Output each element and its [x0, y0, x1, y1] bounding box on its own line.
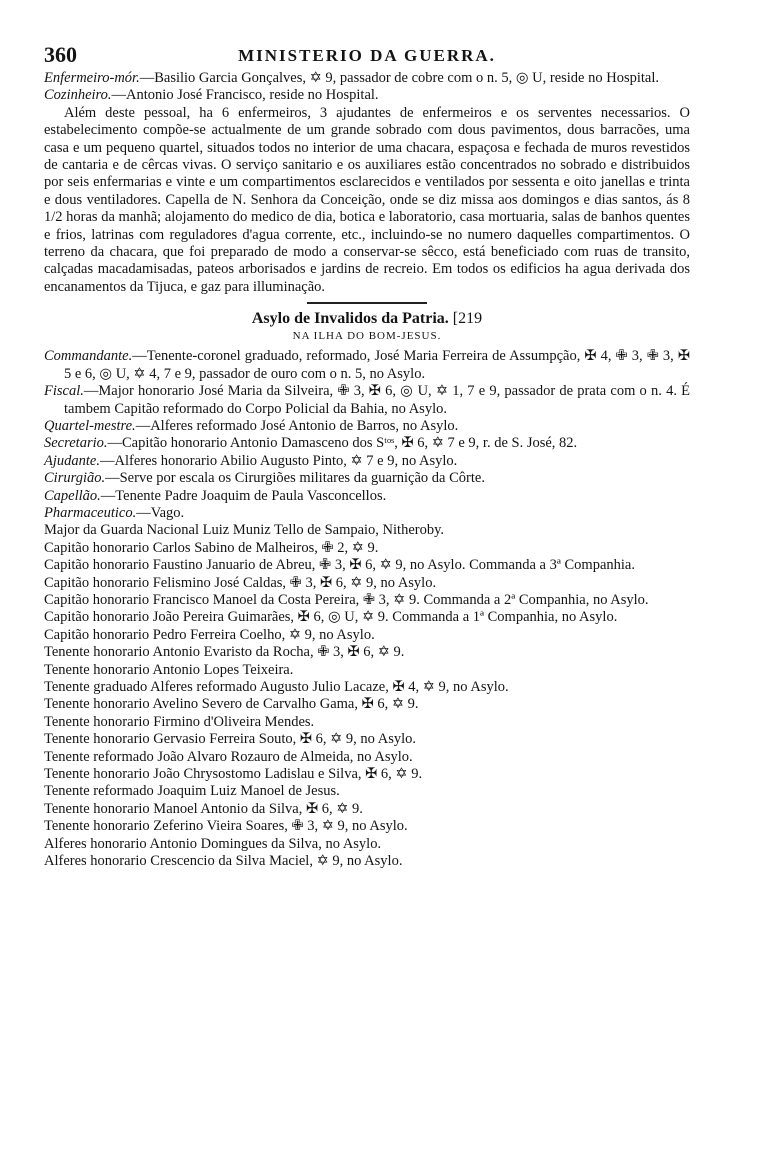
page-header	[44, 40, 690, 70]
document-page	[44, 40, 690, 870]
entry-text: —Tenente-coronel graduado, reformado, José Maria Ferreira de Assumpção, ✠ 4, ✙ 3, ✙ 3, ✠ 5 e 6, ◎ U, ✡ 4, 7 e 9, passador de ouro com o n. 5, no Asylo.	[64, 348, 690, 382]
entry-label: Ajudante.	[44, 452, 100, 469]
list-item: Alferes honorario Crescencio da Silva Maciel, ✡ 9, no Asylo.	[44, 853, 403, 870]
entry-label: Fiscal.	[44, 383, 84, 400]
section-subtitle: NA ILHA DO BOM-JESUS.	[292, 330, 442, 343]
entry-label: Commandante.	[44, 348, 133, 365]
list-item: Capitão honorario Felismino José Caldas, ✙ 3, ✠ 6, ✡ 9, no Asylo.	[44, 574, 437, 591]
running-title: MINISTERIO DA GUERRA.	[238, 46, 496, 65]
list-item: Alferes honorario Antonio Domingues da Silva, no Asylo.	[44, 835, 382, 852]
list-item: Tenente graduado Alferes reformado Augusto Julio Lacaze, ✠ 4, ✡ 9, no Asylo.	[44, 679, 509, 695]
entry-label: Quartel-mestre.	[44, 417, 136, 434]
entry-text: —Capitão honorario Antonio Damasceno dos Sᵗᵒˢ, ✠ 6, ✡ 7 e 9, r. de S. José, 82.	[107, 435, 578, 452]
list-item: Tenente reformado Joaquim Luiz Manoel de Jesus.	[44, 783, 340, 800]
entry-text: —Basilio Garcia Gonçalves, ✡ 9, passador de cobre com o n. 5, ◎ U, reside no Hospital.	[139, 70, 660, 86]
entry-cirurgiao	[44, 470, 690, 487]
entry-capellao	[44, 488, 690, 505]
entry-text: —Antonio José Francisco, reside no Hospital.	[111, 87, 379, 104]
entry-text: —Serve por escala os Cirurgiões militares da guarnição da Côrte.	[105, 470, 485, 487]
list-item: Tenente honorario Gervasio Ferreira Souto, ✠ 6, ✡ 9, no Asylo.	[44, 731, 417, 748]
entry-label: Capellão.	[44, 487, 101, 504]
entry-pharmaceutico	[44, 505, 690, 522]
section-ref: [219	[452, 310, 483, 328]
entry-text: —Alferes reformado José Antonio de Barros, no Asylo.	[135, 417, 459, 434]
entry-text: —Tenente Padre Joaquim de Paula Vasconcellos.	[100, 487, 387, 504]
list-item: Tenente honorario Antonio Evaristo da Rocha, ✙ 3, ✠ 6, ✡ 9.	[44, 644, 405, 661]
entry-cozinheiro	[44, 87, 690, 104]
list-item: Capitão honorario João Pereira Guimarães, ✠ 6, ◎ U, ✡ 9. Commanda a 1ª Companhia, no Asylo.	[44, 609, 618, 626]
entry-ajudante	[44, 453, 690, 470]
entry-label: Enfermeiro-mór.	[44, 70, 140, 86]
entry-text: —Major honorario José Maria da Silveira, ✙ 3, ✠ 6, ◎ U, ✡ 1, 7 e 9, passador de prata com o n. 4. É tambem Capitão reformado do Corpo Policial da Bahia, no Asylo.	[64, 383, 690, 417]
list-item: Tenente honorario Antonio Lopes Teixeira.	[44, 661, 294, 678]
list-item: Tenente honorario Avelino Severo de Carvalho Gama, ✠ 6, ✡ 9.	[44, 696, 419, 713]
list-item: Major da Guarda Nacional Luiz Muniz Tello de Sampaio, Nitheroby.	[44, 522, 445, 539]
entry-text: —Alferes honorario Abilio Augusto Pinto, ✡ 7 e 9, no Asylo.	[99, 452, 458, 469]
list-item: Tenente honorario Zeferino Vieira Soares, ✙ 3, ✡ 9, no Asylo.	[44, 818, 408, 835]
entry-label: Cirurgião.	[44, 470, 106, 487]
entry-secretario	[44, 435, 690, 452]
entry-text: —Vago.	[136, 504, 185, 521]
hospital-description: Além deste pessoal, ha 6 enfermeiros, 3 ajudantes de enfermeiros e os serventes necessarios. O estabelecimento compõe-se actualmente de um grande sobrado com dous pavimentos, dous barracões, uma casa e um pequeno quartel, situados todos no interior de uma chacara, espaçosa e fechada de muros revestidos de cantaria e de cêrcas vivas. O serviço sanitario e os auxiliares estão concentrados no sobrado e distribuidos por seis enfermarias e vinte e um compartimentos esclarecidos e ventilados por sessenta e oito janellas e trinta e dous ventiladores. Capella de N. Senhora da Conceição, onde se diz missa aos domingos e dias santos, ás 8 1/2 horas da manhã; alojamento do medico de dia, botica e laboratorio, casa mortuaria, salas de banhos quentes e frios, latrinas com reguladores d'agua corrente, etc., incluindo-se no numero daquelles compartimentos. O terreno da chacara, que foi preparado de modo a conservar-se sêcco, está beneficiado com ruas de transito, calçadas macadamisadas, pateos arborisados e jardins de recreio. Em todos os edificios ha agua derivada dos encanamentos da Tijuca, e gaz para illuminação.	[44, 104, 690, 295]
entry-fiscal	[44, 383, 690, 418]
section-divider	[307, 302, 427, 304]
entry-quartel-mestre	[44, 418, 690, 435]
list-item: Capitão honorario Francisco Manoel da Costa Pereira, ✙ 3, ✡ 9. Commanda a 2ª Companhia, no Asylo.	[44, 591, 649, 608]
list-item: Tenente honorario Firmino d'Oliveira Mendes.	[44, 713, 315, 730]
entry-commandante	[44, 348, 690, 383]
list-item: Tenente reformado João Alvaro Rozauro de Almeida, no Asylo.	[44, 748, 413, 765]
entry-label: Pharmaceutico.	[44, 504, 137, 521]
page-number: 360	[44, 42, 77, 67]
list-item: Capitão honorario Faustino Januario de Abreu, ✙ 3, ✠ 6, ✡ 9, no Asylo. Commanda a 3ª Companhia.	[44, 557, 635, 574]
staff-list	[44, 348, 690, 870]
section-title-text: Asylo de Invalidos da Patria.	[251, 310, 449, 328]
entry-enfermeiro-mor	[44, 70, 690, 87]
list-item: Tenente honorario João Chrysostomo Ladislau e Silva, ✠ 6, ✡ 9.	[44, 766, 423, 783]
entry-label: Cozinheiro.	[44, 87, 112, 104]
list-item: Capitão honorario Pedro Ferreira Coelho, ✡ 9, no Asylo.	[44, 626, 375, 643]
section-title	[44, 310, 690, 328]
entry-label: Secretario.	[44, 435, 108, 452]
list-item: Capitão honorario Carlos Sabino de Malheiros, ✙ 2, ✡ 9.	[44, 539, 379, 556]
list-item: Tenente honorario Manoel Antonio da Silva, ✠ 6, ✡ 9.	[44, 800, 363, 817]
